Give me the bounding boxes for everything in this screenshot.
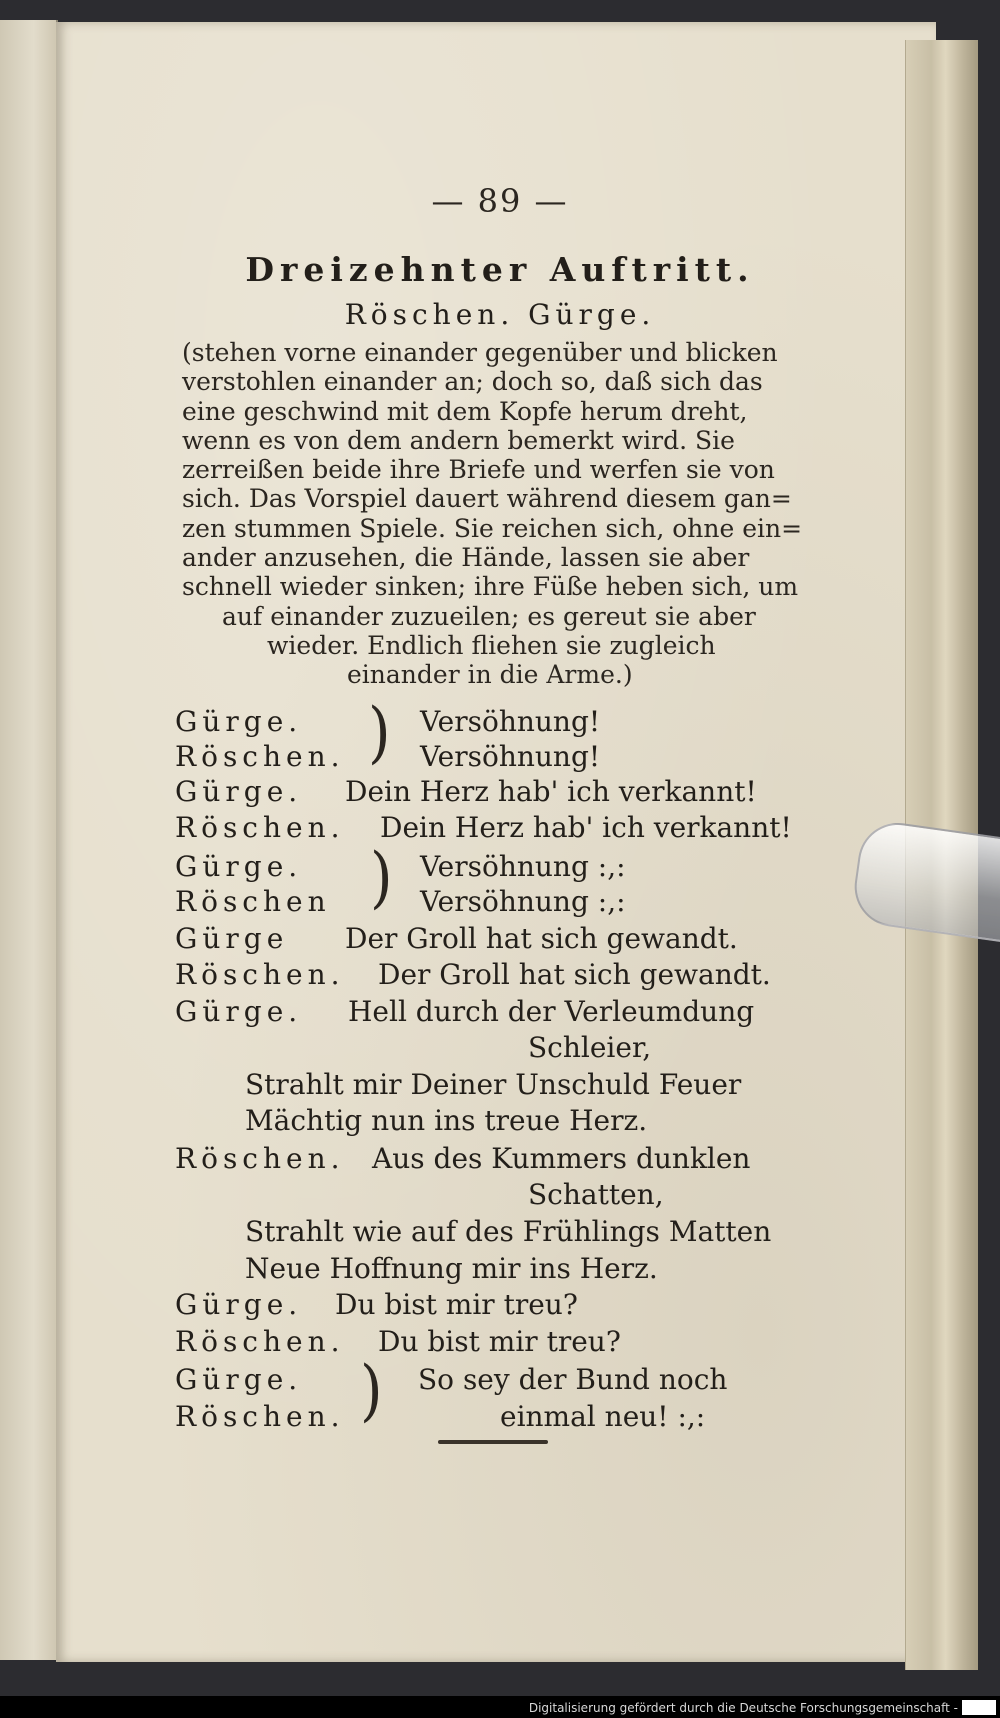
facing-page-edge [0,20,58,1660]
spoken-line: Versöhnung :,: [420,850,626,883]
stage-line: verstohlen einander an; doch so, daß sich das [182,367,763,397]
spoken-line-continuation: Schatten, [528,1178,664,1211]
speaker-name: Gürge [175,922,289,955]
stage-line: schnell wieder sinken; ihre Füße heben sich, um [182,572,799,602]
spoken-line: Versöhnung :,: [420,885,626,918]
speaker-name: Gürge. [175,1288,303,1321]
verse-line: Strahlt wie auf des Frühlings Matten [245,1215,772,1248]
verse-line: Mächtig nun ins treue Herz. [245,1104,648,1137]
spoken-line: einmal neu! :,: [500,1400,706,1433]
speaker-name: Gürge. [175,850,303,883]
spoken-line: Dein Herz hab' ich verkannt! [345,775,757,808]
speaker-name: Röschen. [175,740,345,773]
brace-bracket: ) [360,1350,383,1430]
speaker-name: Röschen. [175,811,345,844]
scene-characters: Röschen. Gürge. [344,298,656,331]
speaker-name: Röschen. [175,1400,345,1433]
spoken-line: Versöhnung! [420,740,601,773]
speaker-name: Röschen. [175,1142,345,1175]
scene-title: Dreizehnter Auftritt. [245,250,755,289]
spoken-line-continuation: Schleier, [528,1031,652,1064]
stage-line: wenn es von dem andern bemerkt wird. Sie [182,425,735,455]
spoken-line: Du bist mir treu? [378,1325,621,1358]
speaker-name: Gürge. [175,775,303,808]
stage-line: (stehen vorne einander gegenüber und blicken [182,338,778,367]
speaker-name: Röschen [175,885,331,918]
footer-bar [0,1696,1000,1718]
spoken-line: Der Groll hat sich gewandt. [378,958,771,991]
page-number: — 89 — [431,182,569,220]
stage-direction [182,338,822,690]
spoken-line: Versöhnung! [420,705,601,738]
dfg-logo [962,1700,996,1715]
stage-line: sich. Das Vorspiel dauert während diesem gan= [182,484,792,514]
speaker-name: Röschen. [175,958,345,991]
speaker-name: Röschen. [175,1325,345,1358]
spoken-line: So sey der Bund noch [418,1363,728,1396]
spoken-line: Aus des Kummers dunklen [372,1142,751,1175]
spoken-line: Dein Herz hab' ich verkannt! [380,811,792,844]
verse-line: Strahlt mir Deiner Unschuld Feuer [245,1068,742,1101]
brace-bracket: ) [370,837,393,917]
speaker-name: Gürge. [175,705,303,738]
spoken-line: Du bist mir treu? [335,1288,578,1321]
stage-line: zen stummen Spiele. Sie reichen sich, ohne ein= [182,513,803,543]
stage-line: ander anzusehen, die Hände, lassen sie aber [182,543,750,573]
spoken-line: Der Groll hat sich gewandt. [345,922,738,955]
footer-credit: Digitalisierung gefördert durch die Deutsche Forschungsgemeinschaft - [528,1701,958,1715]
spoken-line: Hell durch der Verleumdung [348,995,755,1028]
speaker-name: Gürge. [175,1363,303,1396]
end-rule [438,1440,548,1444]
stage-line: eine geschwind mit dem Kopfe herum dreht, [182,396,748,426]
speaker-name: Gürge. [175,995,303,1028]
stage-line: zerreißen beide ihre Briefe und werfen sie von [182,455,775,485]
stage-line: auf einander zuzueilen; es gereut sie aber [222,601,756,631]
verse-line: Neue Hoffnung mir ins Herz. [245,1252,658,1285]
brace-bracket: ) [368,692,391,772]
stage-line: wieder. Endlich fliehen sie zugleich [267,630,716,660]
stage-line: einander in die Arme.) [347,660,633,690]
